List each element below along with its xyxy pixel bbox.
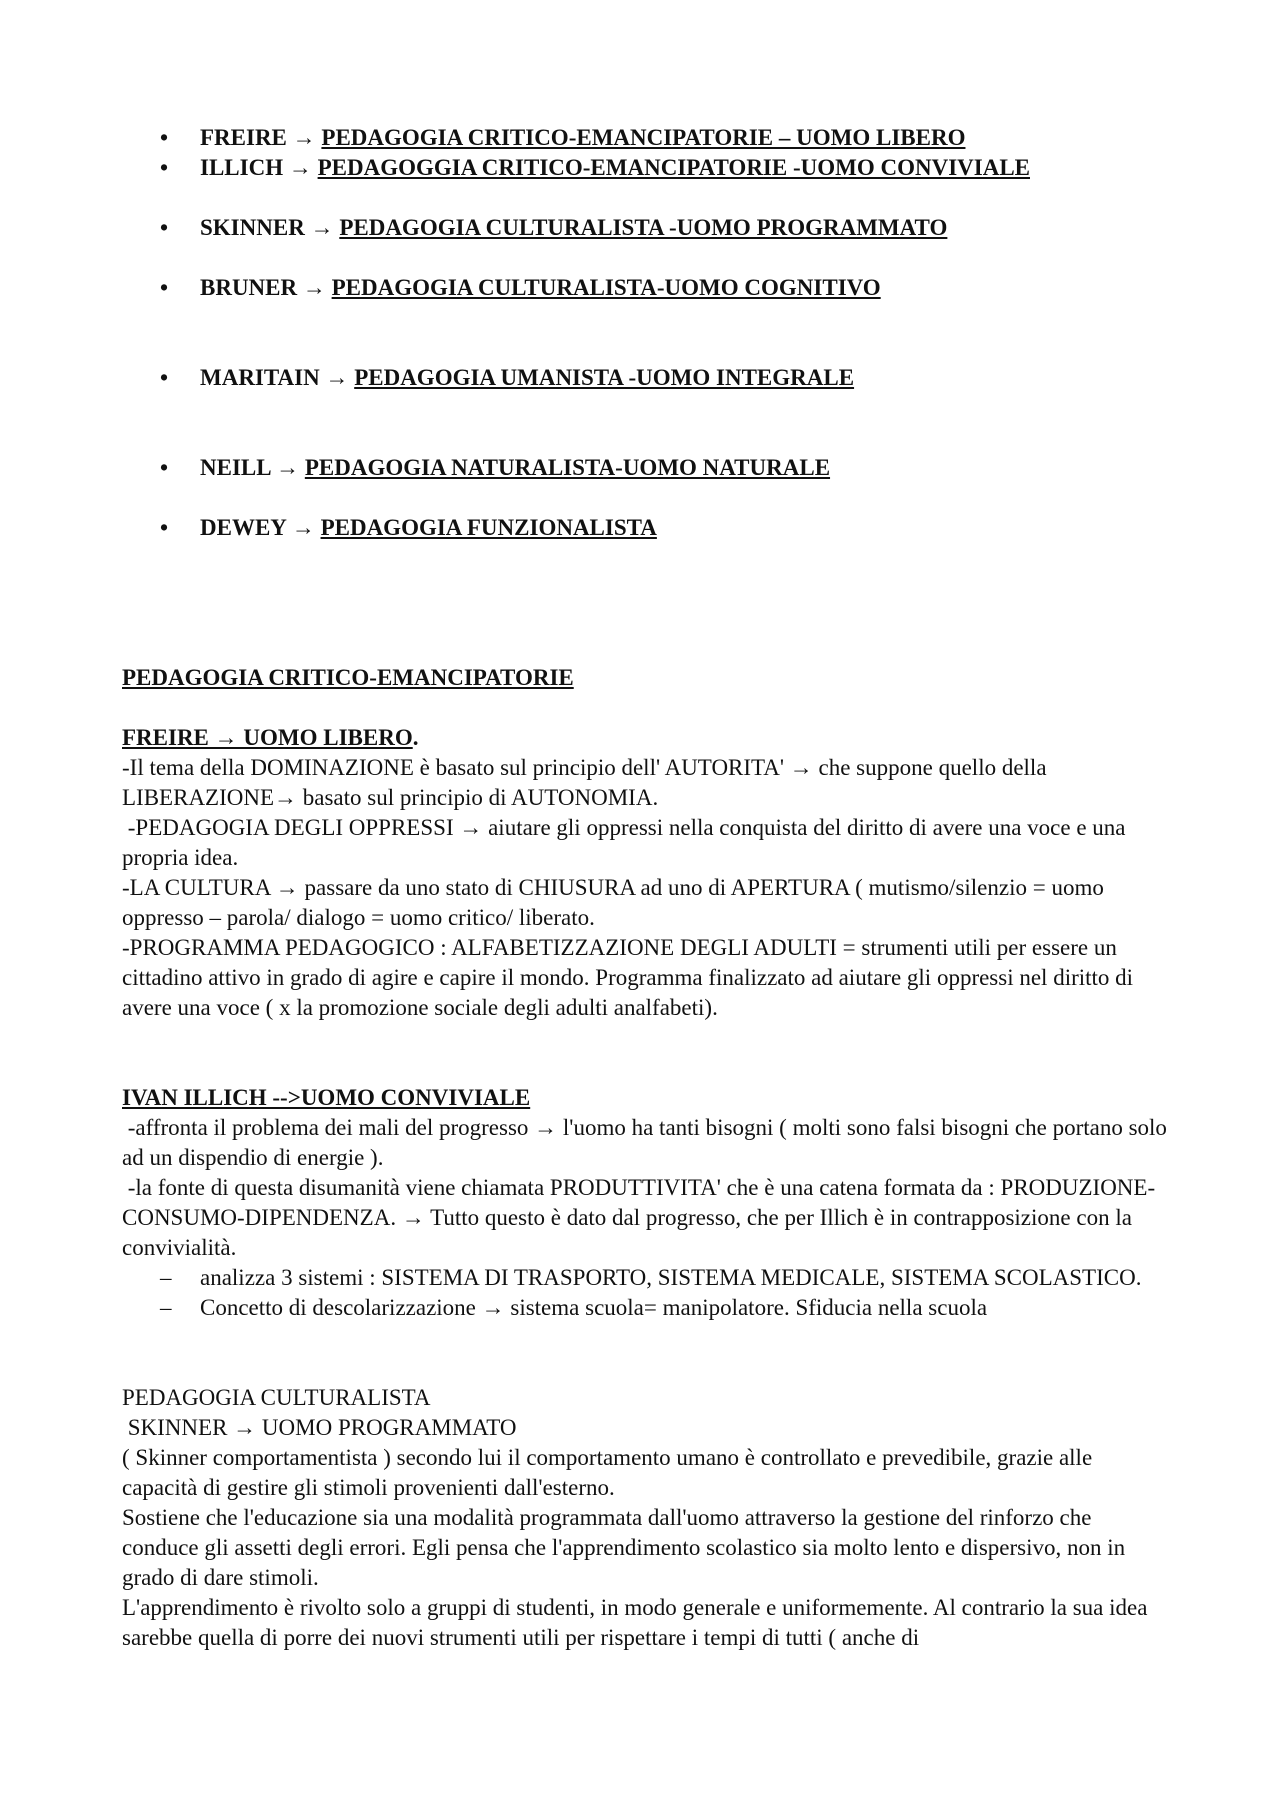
summary-list — [122, 123, 1172, 543]
pedagogy-label: PEDAGOGIA CULTURALISTA-UOMO COGNITIVO — [331, 275, 881, 300]
bullet-icon: • — [160, 455, 169, 480]
document-content — [122, 123, 1172, 1653]
section-title: PEDAGOGIA CRITICO-EMANCIPATORIE — [122, 665, 574, 690]
author-name: SKINNER — [200, 215, 305, 240]
author-name: DEWEY — [200, 515, 287, 540]
list-item — [122, 363, 1172, 393]
section-title: PEDAGOGIA CULTURALISTA — [122, 1385, 431, 1410]
bullet-icon: • — [160, 215, 169, 240]
heading-period: . — [412, 725, 419, 750]
author-name: BRUNER — [200, 275, 298, 300]
pedagogy-label: PEDAGOGGIA CRITICO-EMANCIPATORIE -UOMO CONVIVIALE — [317, 155, 1030, 180]
paragraph: -LA CULTURA → passare da uno stato di CHIUSURA ad uno di APERTURA ( mutismo/silenzio = uomo oppresso – parola/ dialogo = uomo critico/ liberato. — [122, 875, 1104, 930]
bullet-icon: • — [160, 515, 169, 540]
freire-heading-row — [122, 723, 1172, 753]
arrow-icon: → — [291, 515, 315, 540]
arrow-icon: → — [310, 215, 334, 240]
author-name: FREIRE — [200, 125, 287, 150]
subsection-heading: IVAN ILLICH -->UOMO CONVIVIALE — [122, 1085, 531, 1110]
author-name: NEILL — [200, 455, 271, 480]
paragraph: -Il tema della DOMINAZIONE è basato sul principio dell' AUTORITA' → che suppone quello della LIBERAZIONE→ basato sul principio di AUTONOMIA. — [122, 755, 1047, 810]
list-item-text: analizza 3 sistemi : SISTEMA DI TRASPORTO, SISTEMA MEDICALE, SISTEMA SCOLASTICO. — [200, 1265, 1142, 1290]
author-name: MARITAIN — [200, 365, 320, 390]
section-culturalista — [122, 1383, 1172, 1653]
list-item — [122, 153, 1172, 183]
subsection-heading: FREIRE → UOMO LIBERO — [122, 725, 413, 750]
bullet-icon: • — [160, 155, 169, 180]
subsection-heading: SKINNER → UOMO PROGRAMMATO — [122, 1415, 517, 1440]
author-name: ILLICH — [200, 155, 284, 180]
paragraph: ( Skinner comportamentista ) secondo lui il comportamento umano è controllato e prevedibile, grazie alle capacità di gestire gli stimoli provenienti dall'esterno. — [122, 1445, 1093, 1500]
bullet-icon: • — [160, 275, 169, 300]
paragraph: Sostiene che l'educazione sia una modalità programmata dall'uomo attraverso la gestione del rinforzo che conduce gli assetti degli errori. Egli pensa che l'apprendimento scolastico sia molto lento e dispersivo, non in grado di dare stimoli. — [122, 1505, 1126, 1590]
pedagogy-label: PEDAGOGIA UMANISTA -UOMO INTEGRALE — [354, 365, 855, 390]
list-item — [122, 1293, 1172, 1323]
paragraph: -PEDAGOGIA DEGLI OPPRESSI → aiutare gli oppressi nella conquista del diritto di avere una voce e una propria idea. — [122, 815, 1132, 870]
list-item — [122, 453, 1172, 483]
dash-icon: – — [160, 1295, 172, 1320]
bullet-icon: • — [160, 125, 169, 150]
list-item — [122, 1263, 1172, 1293]
arrow-icon: → — [292, 125, 316, 150]
arrow-icon: → — [276, 455, 300, 480]
dash-icon: – — [160, 1265, 172, 1290]
arrow-icon: → — [288, 155, 312, 180]
list-item — [122, 123, 1172, 153]
paragraph: -affronta il problema dei mali del progresso → l'uomo ha tanti bisogni ( molti sono falsi bisogni che portano solo ad un dispendio di energie ). — [122, 1115, 1173, 1170]
section-critico — [122, 663, 1172, 1323]
dash-list — [122, 1263, 1172, 1323]
list-item — [122, 513, 1172, 543]
arrow-icon: → — [302, 275, 326, 300]
pedagogy-label: PEDAGOGIA CRITICO-EMANCIPATORIE – UOMO LIBERO — [321, 125, 966, 150]
list-item-text: Concetto di descolarizzazione → sistema scuola= manipolatore. Sfiducia nella scuola — [200, 1295, 988, 1320]
paragraph: -PROGRAMMA PEDAGOGICO : ALFABETIZZAZIONE DEGLI ADULTI = strumenti utili per essere un cittadino attivo in grado di agire e capire il mondo. Programma finalizzato ad aiutare gli oppressi nel diritto di avere una voce ( x la promozione sociale degli adulti analfabeti). — [122, 935, 1134, 1020]
pedagogy-label: PEDAGOGIA FUNZIONALISTA — [320, 515, 657, 540]
arrow-icon: → — [325, 365, 349, 390]
list-item — [122, 273, 1172, 303]
paragraph: -la fonte di questa disumanità viene chiamata PRODUTTIVITA' che è una catena formata da : PRODUZIONE-CONSUMO-DIPENDENZA. → Tutto questo è dato dal progresso, che per Illich è in contrapposizione con la convivialità. — [122, 1175, 1156, 1260]
bullet-icon: • — [160, 365, 169, 390]
list-item — [122, 213, 1172, 243]
paragraph: L'apprendimento è rivolto solo a gruppi di studenti, in modo generale e uniformemente. Al contrario la sua idea sarebbe quella di porre dei nuovi strumenti utili per rispettare i tempi di tutti ( anche di — [122, 1595, 1148, 1650]
pedagogy-label: PEDAGOGIA NATURALISTA-UOMO NATURALE — [304, 455, 831, 480]
pedagogy-label: PEDAGOGIA CULTURALISTA -UOMO PROGRAMMATO — [339, 215, 948, 240]
